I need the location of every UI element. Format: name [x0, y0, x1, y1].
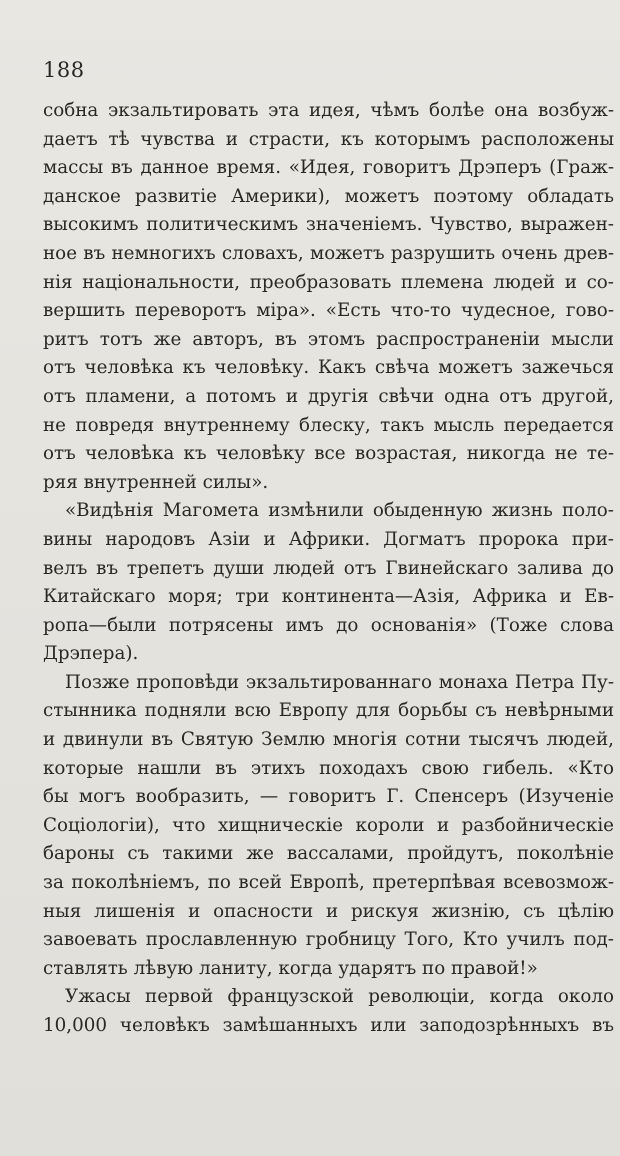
text-line: завоевать прославленную гробницу Того, Кто училъ под-	[43, 929, 614, 951]
text-line: вины народовъ Азіи и Африки. Догматъ пророка при-	[43, 528, 614, 550]
text-line: Ужасы первой французской революціи, когда около	[65, 986, 614, 1008]
body-text	[43, 97, 614, 1041]
text-line: ропа—были потрясены имъ до основанія» (Тоже слова	[43, 614, 614, 636]
text-line: бароны съ такими же вассалами, пройдутъ, поколѣніе	[43, 843, 614, 865]
text-line: и двинули въ Святую Землю многія сотни тысячъ людей,	[43, 729, 614, 751]
text-line: собна экзальтировать эта идея, чѣмъ болѣе она возбуж-	[43, 100, 614, 121]
text-line: высокимъ политическимъ значеніемъ. Чувство, выражен-	[43, 214, 614, 236]
text-line: ставлять лѣвую ланиту, когда ударятъ по правой!»	[43, 957, 538, 979]
text-line: даетъ тѣ чувства и страсти, къ которымъ расположены	[43, 128, 614, 150]
text-line: которые нашли въ этихъ походахъ свою гибель. «Кто	[43, 757, 614, 779]
text-line: ное въ немногихъ словахъ, можетъ разрушить очень древ-	[43, 242, 614, 264]
text-line: отъ пламени, а потомъ и другія свѣчи одна отъ другой,	[43, 385, 614, 407]
text-line: ритъ тотъ же авторъ, въ этомъ распространеніи мысли	[43, 328, 614, 350]
text-line: ряя внутренней силы».	[43, 471, 269, 493]
text-line: нія національности, преобразовать племена людей и со-	[43, 271, 614, 293]
text-line: вершить переворотъ міра». «Есть что-то чудесное, гово-	[43, 300, 614, 322]
text-line: данское развитіе Америки), можетъ поэтому обладать	[43, 185, 614, 207]
text-line: за поколѣніемъ, по всей Европѣ, претерпѣвая всевозмож-	[43, 872, 614, 894]
text-line: отъ человѣка къ человѣку все возрастая, никогда не те-	[43, 443, 614, 465]
text-line: Китайскаго моря; три континента—Азія, Африка и Ев-	[43, 586, 614, 608]
page-number: 188	[43, 58, 85, 82]
text-line: не повредя внутреннему блеску, такъ мысль передается	[43, 414, 614, 436]
text-line: бы могъ вообразить, — говоритъ Г. Спенсеръ (Изученіе	[43, 786, 614, 808]
text-line: Позже проповѣди экзальтированнаго монаха Петра Пу-	[65, 671, 614, 693]
text-line: велъ въ трепетъ души людей отъ Гвинейскаго залива до	[43, 557, 614, 579]
text-line: массы въ данное время. «Идея, говоритъ Дрэперъ (Граж-	[43, 157, 614, 179]
text-line: стынника подняли всю Европу для борьбы съ невѣрными	[43, 700, 614, 722]
text-line: отъ человѣка къ человѣку. Какъ свѣча можетъ зажечься	[43, 357, 614, 379]
text-line: Дрэпера).	[43, 643, 139, 665]
text-line: 10,000 человѣкъ замѣшанныхъ или заподозрѣнныхъ въ	[43, 1015, 614, 1036]
text-line: Соціологіи), что хищническіе короли и разбойническіе	[43, 814, 614, 836]
text-line: ныя лишенія и опасности и рискуя жизнію, съ цѣлію	[43, 900, 614, 922]
text-line: «Видѣнія Магомета измѣнили обыденную жизнь поло-	[65, 500, 614, 522]
